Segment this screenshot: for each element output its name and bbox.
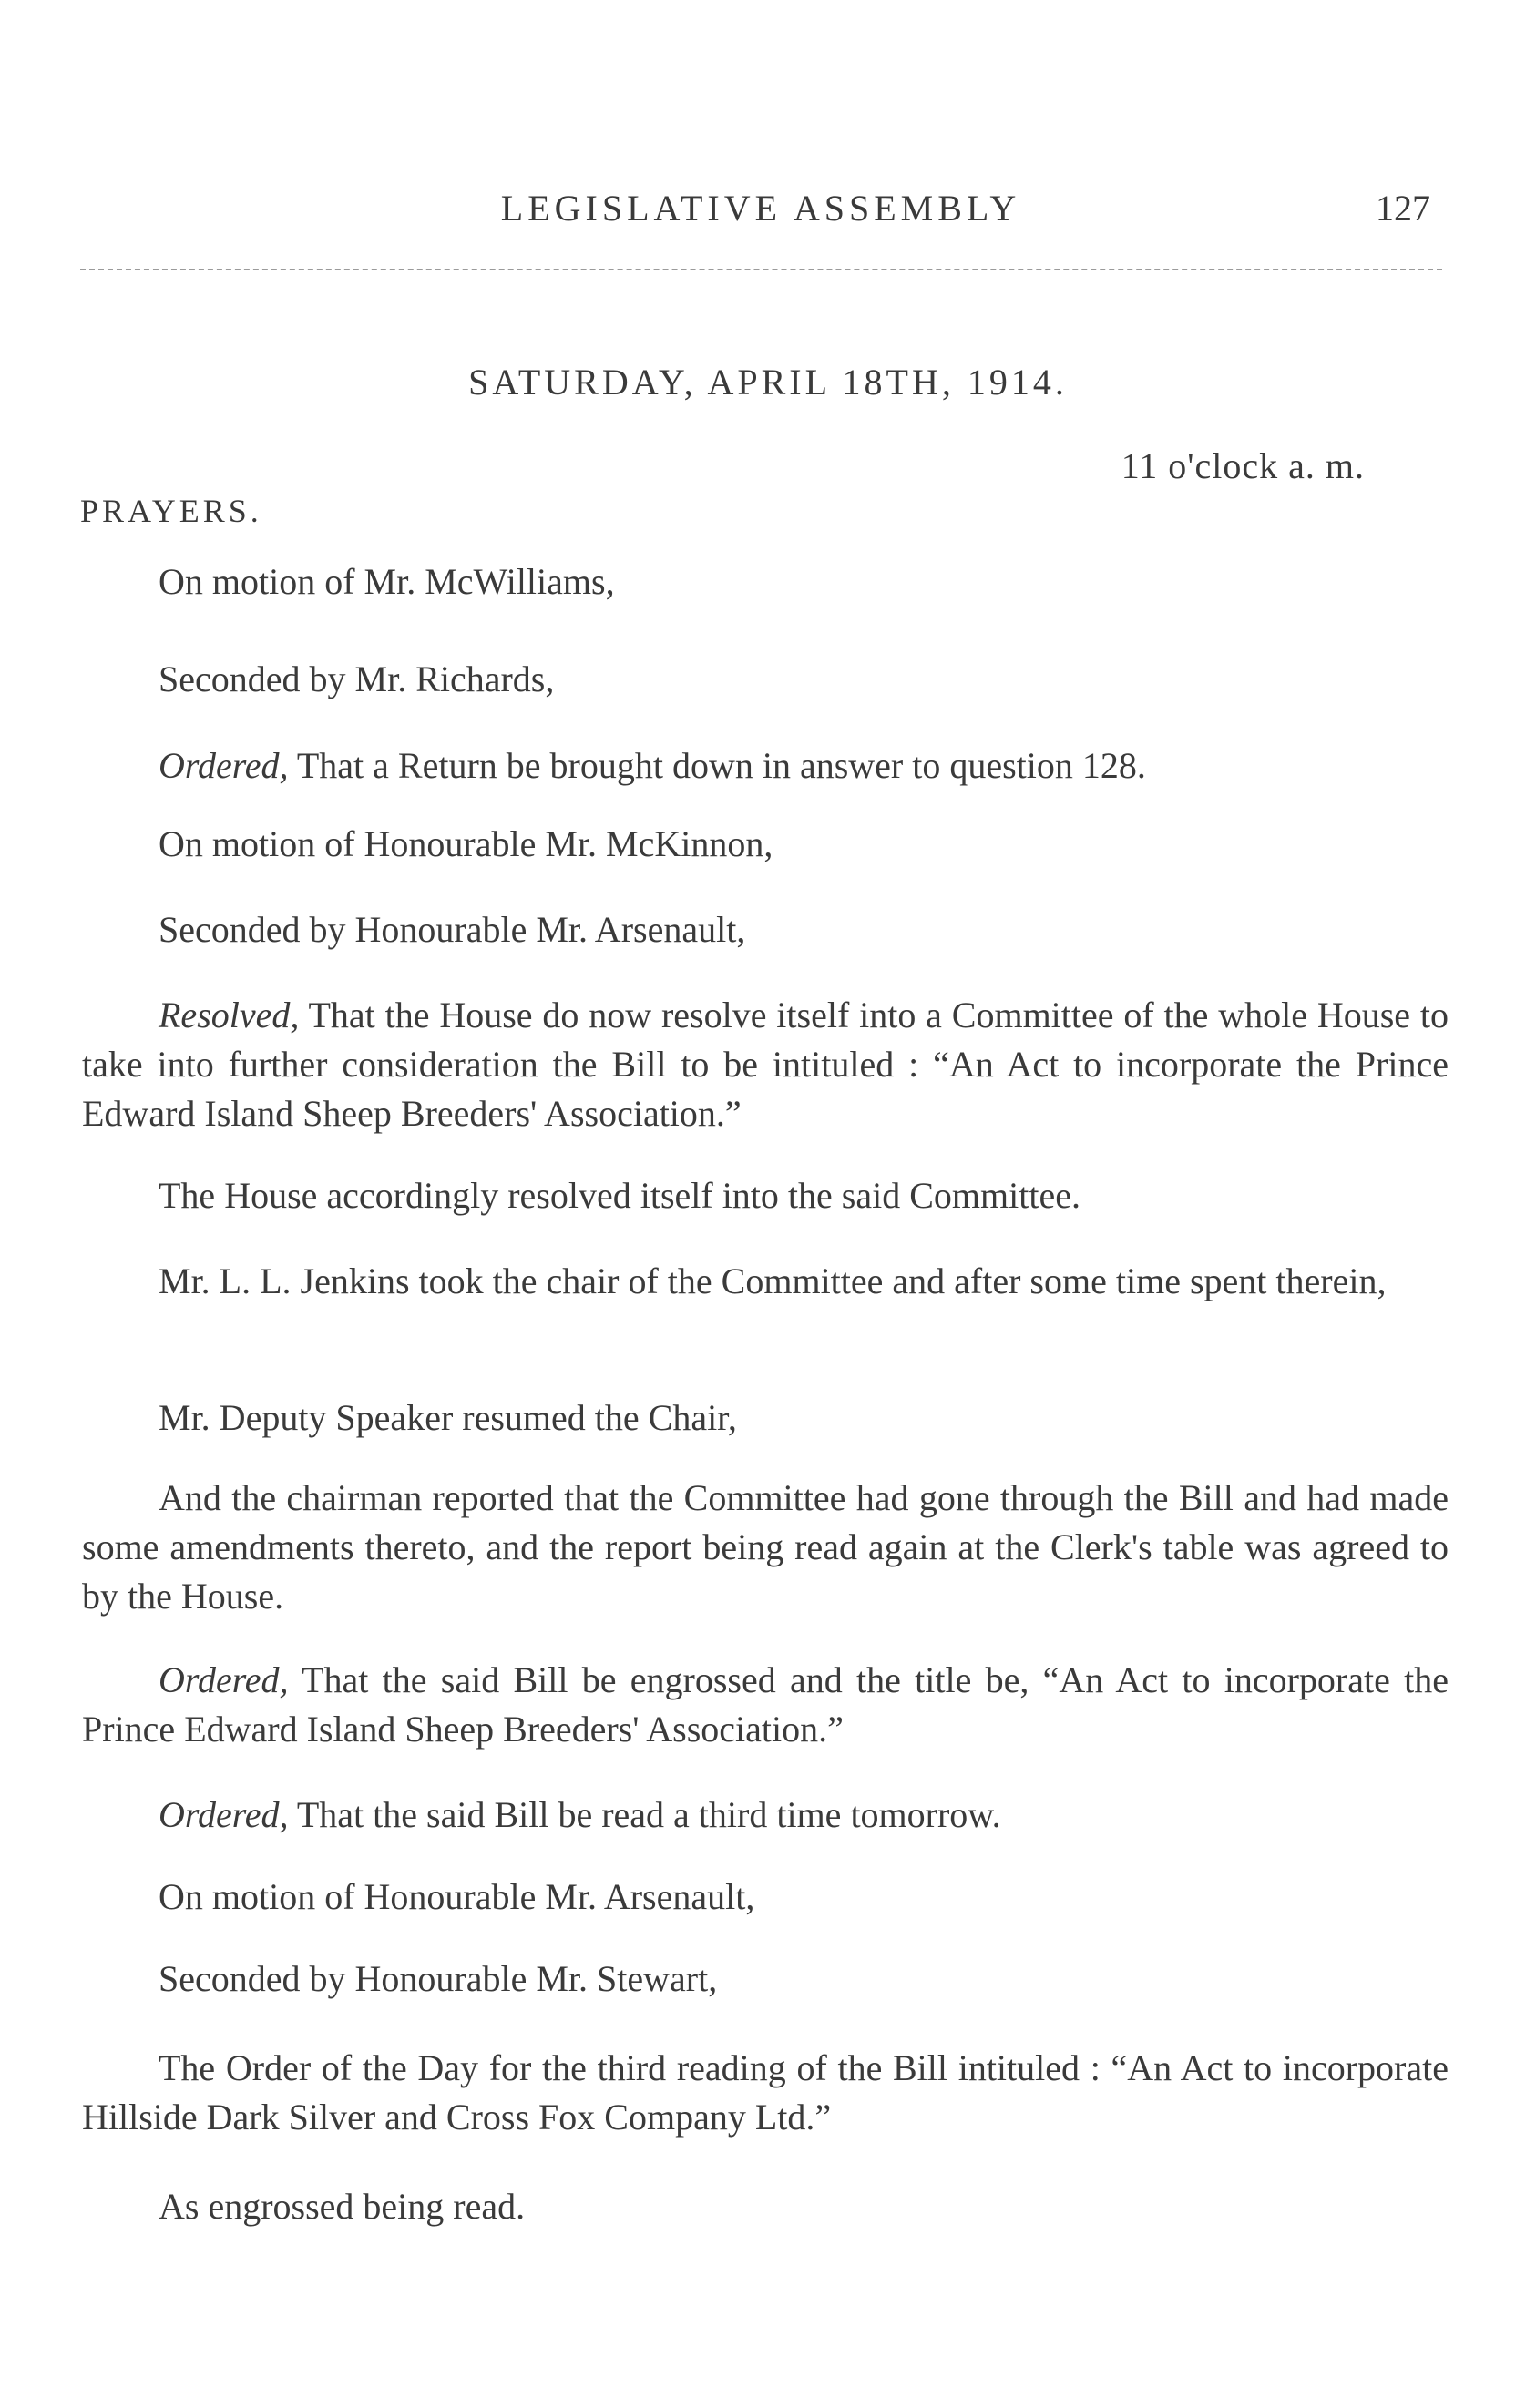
paragraph <box>82 557 1449 607</box>
paragraph <box>82 991 1449 1138</box>
para-7 <box>82 1171 1449 1220</box>
paragraph-lead: Resolved, <box>159 995 300 1036</box>
paragraph <box>82 1954 1449 2004</box>
para-4 <box>82 820 1449 869</box>
paragraph-text: Seconded by Honourable Mr. Stewart, <box>159 1958 718 1999</box>
para-1 <box>82 557 1449 607</box>
paragraph <box>82 1393 1449 1443</box>
para-15 <box>82 2044 1449 2142</box>
page-header <box>82 187 1439 232</box>
para-5 <box>82 905 1449 954</box>
paragraph <box>82 1872 1449 1922</box>
paragraph <box>82 820 1449 869</box>
date-line: SATURDAY, APRIL 18TH, 1914. <box>468 362 1068 403</box>
paragraph <box>82 741 1449 791</box>
paragraph-lead: Ordered, <box>159 1794 289 1835</box>
para-16 <box>82 2182 1449 2231</box>
paragraph-text: That a Return be brought down in answer to question 128. <box>288 745 1146 786</box>
paragraph-text: The House accordingly resolved itself into the said Committee. <box>159 1175 1080 1216</box>
paragraph <box>82 1171 1449 1220</box>
paragraph-lead: Ordered, <box>159 745 289 786</box>
paragraph-text: On motion of Honourable Mr. Arsenault, <box>159 1876 755 1917</box>
para-11 <box>82 1656 1449 1754</box>
para-13 <box>82 1872 1449 1922</box>
paragraph <box>82 1474 1449 1621</box>
paragraph-text: That the said Bill be read a third time tomorrow. <box>288 1794 1001 1835</box>
paragraph-text: Mr. L. L. Jenkins took the chair of the Committee and after some time spent therein, <box>159 1260 1387 1301</box>
para-3 <box>82 741 1449 791</box>
paragraph <box>82 905 1449 954</box>
paragraph-text: On motion of Mr. McWilliams, <box>159 561 615 602</box>
para-10 <box>82 1474 1449 1621</box>
paragraph <box>82 1257 1449 1306</box>
running-title: LEGISLATIVE ASSEMBLY <box>500 188 1021 229</box>
paragraph <box>82 2182 1449 2231</box>
paragraph-text: On motion of Honourable Mr. McKinnon, <box>159 823 773 864</box>
paragraph <box>82 2044 1449 2142</box>
paragraph-text: And the chairman reported that the Committee had gone through the Bill and had made some amendments thereto, and the report being read again at the Clerk's table was agreed to by the House. <box>82 1477 1449 1617</box>
paragraph-text: The Order of the Day for the third reading of the Bill intituled : “An Act to incorporate Hillside Dark Silver and Cross Fox Company Ltd.” <box>82 2047 1449 2138</box>
para-12 <box>82 1791 1449 1840</box>
paragraph-text: That the said Bill be engrossed and the title be, “An Act to incorporate the Prince Edward Island Sheep Breeders' Association.” <box>82 1659 1449 1750</box>
paragraph-lead: Ordered, <box>159 1659 289 1700</box>
para-9 <box>82 1393 1449 1443</box>
para-2 <box>82 655 1449 704</box>
page-number: 127 <box>1376 188 1430 229</box>
paragraph-text: Mr. Deputy Speaker resumed the Chair, <box>159 1397 737 1438</box>
sitting-time: 11 o'clock a. m. <box>1121 445 1365 486</box>
header-rule <box>80 269 1442 270</box>
prayers-heading: PRAYERS. <box>80 493 262 529</box>
paragraph-text: Seconded by Mr. Richards, <box>159 658 555 699</box>
paragraph <box>82 1791 1449 1840</box>
paragraph <box>82 1656 1449 1754</box>
paragraph <box>82 655 1449 704</box>
paragraph-text: As engrossed being read. <box>159 2186 526 2227</box>
paragraph-text: That the House do now resolve itself into a Committee of the whole House to take into further consideration the Bill to be intituled : “An Act to incorporate the Prince Edward Island Sheep Breeders' Association.” <box>82 995 1449 1134</box>
para-14 <box>82 1954 1449 2004</box>
para-6 <box>82 991 1449 1138</box>
paragraph-text: Seconded by Honourable Mr. Arsenault, <box>159 909 746 950</box>
para-8 <box>82 1257 1449 1306</box>
